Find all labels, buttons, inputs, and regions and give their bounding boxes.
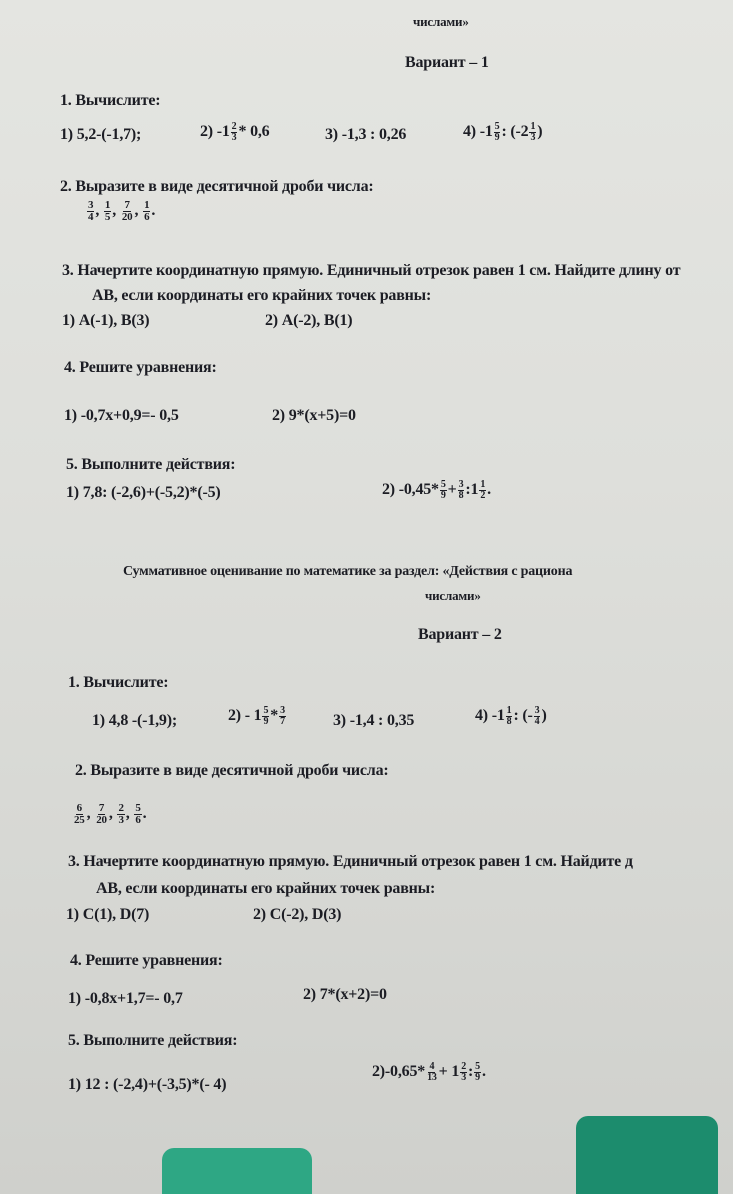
v2-q4-a: 1) -0,8х+1,7=- 0,7 [68,990,183,1007]
v2-q4-b: 2) 7*(х+2)=0 [303,986,387,1003]
green-object-right [576,1116,718,1194]
v1-header-fragment: числами» [413,14,469,29]
v2-header-line1: Суммативное оценивание по математике за раздел: «Действия с рациона [123,564,573,579]
v2-q1-b: 2) - 1 $\frac{5}{9}$ * $\frac{3}{7}$ [228,705,285,727]
v2-q5-b: 2)-0,65* $\frac{4}{13}$ + 1 $\frac{2}{3}$ : $\frac{5}{9}$ . [372,1061,486,1083]
v1-q1-b: 2) -1 $\frac{2}{3}$ * 0,6 [200,121,270,143]
v2-variant-title: Вариант – 2 [418,626,502,643]
v1-q3-title: 3. Начертите координатную прямую. Единичный отрезок равен 1 см. Найдите длину от [62,262,681,279]
v1-q1-c: 3) -1,3 : 0,26 [325,126,407,143]
v1-q1-a: 1) 5,2-(-1,7); [60,126,142,143]
v2-q2-title: 2. Выразите в виде десятичной дроби числа: [75,762,389,779]
v1-q2-fractions: $\frac{3}{4}$ , $\frac{1}{5}$ , $\frac{7}{20}$ , $\frac{1}{6}$ . [88,199,156,223]
v2-q5-a: 1) 12 : (-2,4)+(-3,5)*(- 4) [68,1076,227,1093]
green-object-left [162,1148,312,1194]
v2-q1-title: 1. Вычислите: [68,674,169,691]
v2-q4-title: 4. Решите уравнения: [70,952,223,969]
v2-q3-a: 1) С(1), D(7) [66,906,150,923]
v1-q2-title: 2. Выразите в виде десятичной дроби числа: [60,178,374,195]
v2-q5-title: 5. Выполните действия: [68,1032,238,1049]
v1-q5-b: 2) -0,45* $\frac{5}{9}$ + $\frac{3}{8}$ :1 $\frac{1}{2}$ . [382,479,491,501]
v1-q1-d: 4) -1 $\frac{5}{9}$ : (-2 $\frac{1}{3}$ ) [463,121,543,143]
v1-q3-line2: АВ, если координаты его крайних точек равны: [92,287,432,304]
v2-q1-d: 4) -1 $\frac{1}{8}$ : (- $\frac{3}{4}$ ) [475,705,547,727]
v1-variant-title: Вариант – 1 [405,54,489,71]
v1-q4-b: 2) 9*(х+5)=0 [272,407,356,424]
v2-q2-fractions: $\frac{6}{25}$ , $\frac{7}{20}$ , $\frac{2}{3}$ , $\frac{5}{6}$ . [74,802,147,826]
v1-q5-a: 1) 7,8: (-2,6)+(-5,2)*(-5) [66,484,221,501]
v1-q4-title: 4. Решите уравнения: [64,359,217,376]
v1-q5-title: 5. Выполните действия: [66,456,236,473]
v1-q4-a: 1) -0,7х+0,9=- 0,5 [64,407,179,424]
v2-q1-c: 3) -1,4 : 0,35 [333,712,415,729]
v2-q3-b: 2) С(-2), D(3) [253,906,342,923]
v1-q3-a: 1) А(-1), В(3) [62,312,150,329]
v2-q1-a: 1) 4,8 -(-1,9); [92,712,177,729]
v2-q3-title: 3. Начертите координатную прямую. Единичный отрезок равен 1 см. Найдите д [68,853,633,870]
v2-header-line2: числами» [425,588,481,603]
v1-q3-b: 2) А(-2), В(1) [265,312,353,329]
v1-q1-title: 1. Вычислите: [60,92,161,109]
v2-q3-line2: АВ, если координаты его крайних точек равны: [96,880,436,897]
